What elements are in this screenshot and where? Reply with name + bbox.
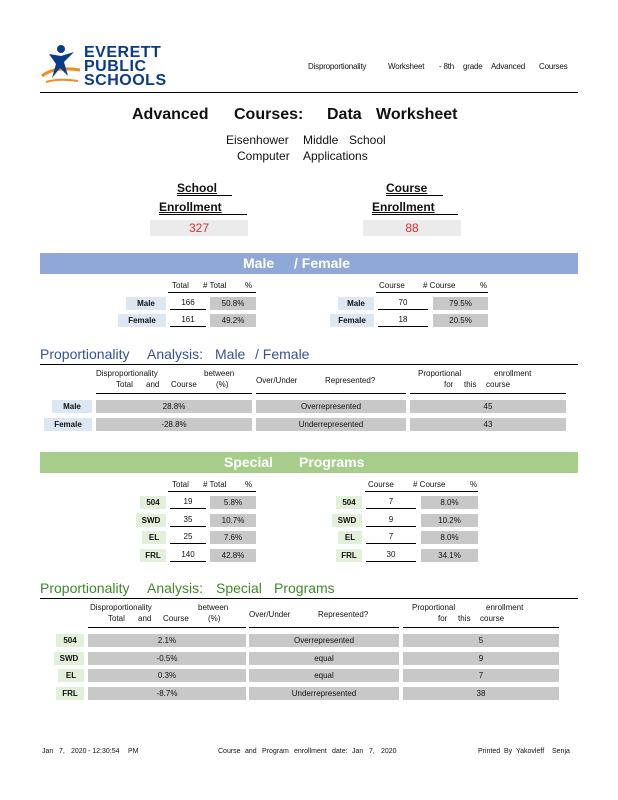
h-over: Over/Under [249, 610, 291, 619]
pa-sp-rule [40, 598, 578, 599]
pa-sp-rule1 [88, 627, 246, 628]
sp-course-pct-cell: 8.0% [421, 496, 478, 509]
h-disp4: and [146, 380, 160, 389]
school-w2: Middle [303, 133, 339, 147]
pa-sp-w2: Analysis: [147, 580, 204, 596]
pa-mf-disp: -28.8% [96, 418, 252, 432]
course-enrollment-label2: Enrollment [372, 200, 435, 214]
foot-p1: Printed [478, 748, 501, 755]
mf-band-w2: / Female [294, 255, 351, 271]
pa-mf-status: Overrepresented [256, 400, 406, 414]
foot-c8: 2020 [381, 748, 397, 755]
course-label-rule [386, 195, 443, 196]
sp-total-pct-cell: 10.7% [210, 514, 256, 527]
pa-sp-row-label: EL [58, 669, 84, 682]
sp-row-label: EL [142, 531, 166, 544]
logo-line1: EVERETT [84, 44, 162, 61]
sp-total-cell: 19 [170, 496, 206, 509]
h-disp3: Total [108, 614, 125, 623]
h-disp2: between [198, 603, 229, 612]
pa-sp-row-label: FRL [56, 687, 84, 700]
sp-h-pct: % [245, 480, 253, 489]
sp-course-pct-cell: 8.0% [421, 531, 478, 544]
course-name [237, 149, 417, 165]
pa-mf-status: Underrepresented [256, 418, 406, 432]
foot-d1: Jan [42, 748, 54, 755]
mf-total-pct-cell: 50.8% [210, 297, 256, 310]
h-disp1: Disproportionality [90, 603, 152, 612]
pa-sp-disp: -8.7% [88, 687, 246, 701]
sp-row-label-right: SWD [332, 514, 362, 527]
header-w4: grade [463, 62, 483, 71]
mf-h-pct2: % [480, 281, 488, 290]
header-w1: Disproportionality [308, 62, 367, 71]
title-w2: Courses: [234, 106, 304, 123]
pa-sp-head-disp [90, 603, 250, 627]
course-enrollment-label1: Course [386, 181, 428, 195]
district-logo [40, 42, 167, 89]
pa-sp-w3: Special [216, 580, 262, 596]
mf-h-pct-course: # Course [423, 281, 456, 290]
mf-course-pct-cell: 20.5% [433, 314, 488, 327]
footer-enrollment-date [218, 748, 418, 758]
mf-h-total: Total [172, 281, 189, 290]
pa-sp-status: equal [249, 669, 399, 683]
sp-row-label-right: 504 [336, 496, 362, 509]
mf-h-course: Course [379, 281, 405, 290]
pa-mf-w1: Proportionality [40, 346, 130, 362]
pa-mf-disp: 28.8% [96, 400, 252, 414]
sp-h-pct2: % [470, 480, 478, 489]
footer-datetime [42, 748, 162, 758]
pa-sp-status: equal [249, 652, 399, 666]
foot-c6: Jan [352, 748, 364, 755]
sp-h-pct-course: # Course [413, 480, 446, 489]
foot-d2: 7, [59, 748, 65, 755]
h-prop2: enrollment [494, 369, 532, 378]
course-label-rule2 [372, 214, 458, 215]
h-prop1: Proportional [418, 369, 462, 378]
h-prop4: this [464, 380, 477, 389]
title-w3: Data [327, 106, 362, 123]
h-prop2: enrollment [486, 603, 524, 612]
course-w2: Applications [303, 149, 368, 163]
school-enrollment-label2: Enrollment [159, 200, 222, 214]
course-w1: Computer [237, 149, 290, 163]
sp-course-cell: 9 [366, 514, 416, 527]
h-disp5: Course [171, 380, 197, 389]
header-w2: Worksheet [388, 62, 425, 71]
sp-band-w2: Programs [299, 454, 365, 470]
pa-sp-status: Underrepresented [249, 687, 399, 701]
mf-course-pct-cell: 79.5% [433, 297, 488, 310]
sp-row-label-right: FRL [336, 549, 362, 562]
pa-mf-rule [40, 364, 578, 365]
pa-mf-rule2 [256, 393, 406, 394]
pa-mf-head-disp [96, 369, 256, 393]
logo-line2: PUBLIC [84, 58, 147, 75]
sp-course-pct-cell: 34.1% [421, 549, 478, 562]
foot-p4: Senja [552, 748, 570, 755]
mf-course-cell: 18 [378, 314, 428, 327]
foot-c3: Program [262, 748, 289, 755]
sp-total-pct-cell: 5.8% [210, 496, 256, 509]
school-label-rule2 [159, 214, 247, 215]
sp-total-cell: 25 [170, 531, 206, 544]
header-w3: - 8th [439, 62, 455, 71]
h-rep: Represented? [325, 376, 376, 385]
mf-left-head-rule [168, 292, 256, 293]
pa-sp-prop: 9 [403, 652, 559, 666]
foot-p2: By [504, 748, 513, 755]
pa-sp-w1: Proportionality [40, 580, 130, 596]
pa-sp-disp: 0.3% [88, 669, 246, 683]
h-disp6: (%) [208, 614, 221, 623]
pa-sp-rule3 [403, 627, 559, 628]
header-w6: Courses [539, 62, 568, 71]
h-prop3: for [438, 614, 448, 623]
pa-mf-row-label: Female [44, 418, 92, 431]
school-enrollment-label1: School [177, 181, 218, 195]
pa-sp-rule2 [249, 627, 399, 628]
h-prop4: this [458, 614, 471, 623]
mf-total-pct-cell: 49.2% [210, 314, 256, 327]
sp-course-cell: 30 [366, 549, 416, 562]
pa-mf-prop: 43 [410, 418, 566, 432]
pa-sp-status: Overrepresented [249, 634, 399, 648]
sp-course-pct-cell: 10.2% [421, 514, 478, 527]
page-title [132, 106, 458, 126]
title-w1: Advanced [132, 106, 209, 123]
sp-h-course: Course [368, 480, 394, 489]
foot-c2: and [245, 748, 257, 755]
pa-mf-rule1 [96, 393, 252, 394]
mf-total-cell: 161 [170, 314, 206, 327]
foot-d3: 2020 [71, 748, 87, 755]
sp-course-cell: 7 [366, 531, 416, 544]
sp-left-head-rule [168, 491, 256, 492]
sp-row-label: 504 [140, 496, 166, 509]
pa-sp-disp: -0.5% [88, 652, 246, 666]
logo-figure-icon [40, 42, 82, 88]
mf-row-label-right: Male [338, 297, 374, 310]
sp-total-cell: 35 [170, 514, 206, 527]
pa-sp-prop: 5 [403, 634, 559, 648]
mf-course-cell: 70 [378, 297, 428, 310]
foot-c4: enrollment [294, 748, 327, 755]
mf-band-w1: Male [243, 255, 275, 271]
mf-total-cell: 166 [170, 297, 206, 310]
pa-mf-title [40, 346, 340, 364]
mf-h-pct-total: # Total [203, 281, 227, 290]
foot-p3: Yakovleff [516, 748, 545, 755]
sp-h-total: Total [172, 480, 189, 489]
foot-c1: Course [218, 748, 241, 755]
school-enrollment-value: 327 [150, 220, 248, 236]
foot-c5: date: [332, 748, 348, 755]
mf-row-label: Male [126, 297, 166, 310]
sp-total-cell: 140 [170, 549, 206, 562]
pa-sp-row-label: SWD [54, 652, 84, 665]
h-over: Over/Under [256, 376, 298, 385]
sp-total-pct-cell: 42.8% [210, 549, 256, 562]
pa-mf-row-label: Male [52, 400, 92, 413]
logo-line3: SCHOOLS [84, 72, 167, 89]
school-w1: Eisenhower [226, 133, 289, 147]
mf-h-pct: % [245, 281, 253, 290]
special-programs-band [40, 452, 578, 473]
sp-course-cell: 7 [366, 496, 416, 509]
male-female-band [40, 253, 578, 274]
sp-h-pct-total: # Total [203, 480, 227, 489]
sp-total-pct-cell: 7.6% [210, 531, 256, 544]
pa-mf-rule3 [410, 393, 566, 394]
mf-row-label-right: Female [330, 314, 374, 327]
sp-right-head-rule [365, 491, 478, 492]
h-prop5: course [486, 380, 511, 389]
pa-mf-head-prop [418, 369, 538, 393]
title-w4: Worksheet [376, 106, 458, 123]
sp-row-label: SWD [136, 514, 166, 527]
header-w5: Advanced [491, 62, 525, 71]
h-disp2: between [204, 369, 235, 378]
h-rep: Represented? [318, 610, 369, 619]
mf-right-head-rule [376, 292, 488, 293]
pa-mf-w4: / Female [255, 346, 310, 362]
course-enrollment-value: 88 [363, 220, 461, 236]
school-label-rule [177, 195, 232, 196]
pa-mf-w2: Analysis: [147, 346, 204, 362]
pa-sp-head-prop [412, 603, 532, 627]
pa-sp-title [40, 580, 360, 598]
h-disp3: Total [116, 380, 133, 389]
foot-d4: - 12:30:54 [88, 748, 120, 755]
pa-mf-prop: 45 [410, 400, 566, 414]
sp-band-w1: Special [224, 454, 274, 470]
pa-sp-w4: Programs [274, 580, 335, 596]
pa-mf-w3: Male [215, 346, 246, 362]
header-text [308, 62, 578, 74]
sp-row-label-right: EL [338, 531, 362, 544]
pa-sp-row-label: 504 [56, 634, 84, 647]
h-prop1: Proportional [412, 603, 456, 612]
h-disp6: (%) [216, 380, 229, 389]
pa-sp-prop: 38 [403, 687, 559, 701]
h-prop5: course [480, 614, 505, 623]
pa-sp-prop: 7 [403, 669, 559, 683]
h-disp1: Disproportionality [96, 369, 158, 378]
header-divider [40, 92, 578, 93]
mf-row-label: Female [118, 314, 166, 327]
school-name [226, 133, 406, 149]
h-prop3: for [444, 380, 454, 389]
foot-d5: PM [128, 748, 139, 755]
school-w3: School [349, 133, 386, 147]
foot-c7: 7, [369, 748, 375, 755]
h-disp4: and [138, 614, 152, 623]
h-disp5: Course [163, 614, 189, 623]
sp-row-label: FRL [140, 549, 166, 562]
footer-printed-by [478, 748, 578, 758]
pa-sp-disp: 2.1% [88, 634, 246, 648]
